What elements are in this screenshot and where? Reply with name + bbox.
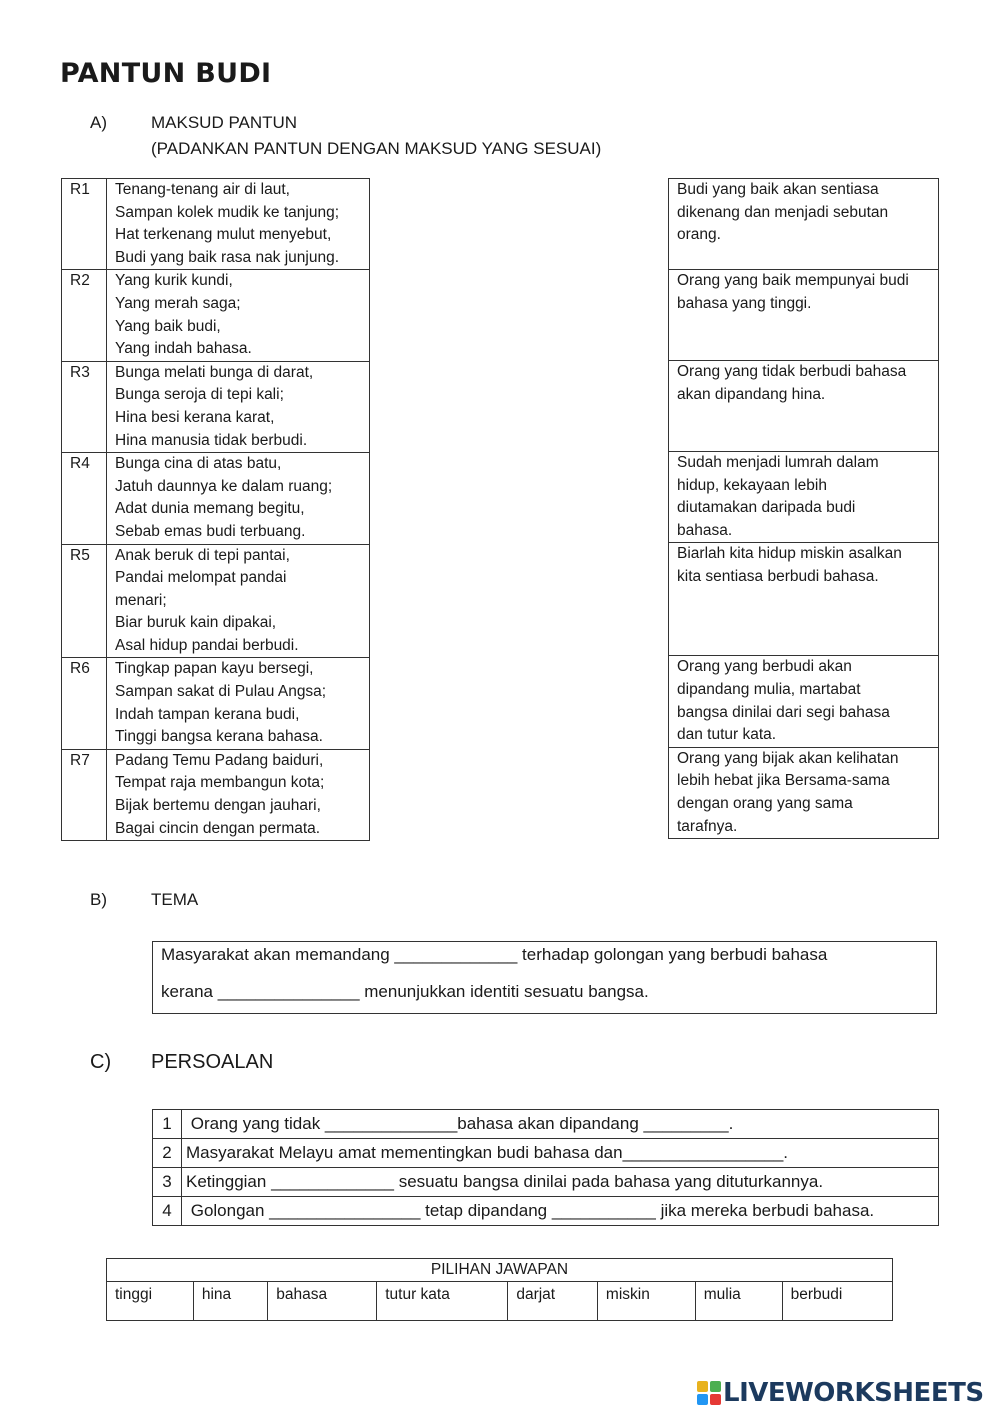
- maksud-row: [669, 656, 939, 747]
- persoalan-text[interactable]: Ketinggian _____________ sesuatu bangsa dinilai pada bahasa yang dituturkannya.: [182, 1168, 939, 1197]
- pantun-table: [61, 178, 370, 841]
- pilihan-option[interactable]: mulia: [695, 1282, 782, 1321]
- pantun-line: Adat dunia memang begitu,: [115, 500, 305, 518]
- maksud-line: dan tutur kata.: [677, 726, 777, 744]
- maksud-row: [669, 179, 939, 270]
- pantun-row: [62, 179, 370, 270]
- maksud-line: diutamakan daripada budi: [677, 499, 856, 517]
- pantun-line: menari;: [115, 591, 167, 609]
- pantun-line: Bunga cina di atas batu,: [115, 455, 282, 473]
- maksud-line: dikenang dan menjadi sebutan: [677, 203, 889, 221]
- pantun-line: Biar buruk kain dipakai,: [115, 614, 277, 632]
- section-c-letter: C): [90, 1051, 112, 1073]
- pantun-line: Budi yang baik rasa nak junjung.: [115, 248, 340, 266]
- maksud-cell[interactable]: [669, 270, 939, 361]
- persoalan-table: [152, 1109, 939, 1226]
- pilihan-jawapan-table: [106, 1258, 893, 1321]
- pantun-text: [107, 361, 370, 452]
- pantun-line: Yang indah bahasa.: [115, 340, 252, 358]
- pantun-row: [62, 658, 370, 749]
- tema-line-1: Masyarakat akan memandang _____________ terhadap golongan yang berbudi bahasa: [161, 945, 828, 964]
- pilihan-option[interactable]: berbudi: [782, 1282, 892, 1321]
- logo-icon: [697, 1381, 721, 1405]
- tema-line-2: kerana _______________ menunjukkan identiti sesuatu bangsa.: [161, 982, 649, 1001]
- maksud-line: Orang yang berbudi akan: [677, 658, 852, 676]
- maksud-row: [669, 747, 939, 838]
- persoalan-text[interactable]: Masyarakat Melayu amat mementingkan budi bahasa dan_________________.: [182, 1139, 939, 1168]
- pilihan-option[interactable]: bahasa: [268, 1282, 377, 1321]
- liveworksheets-logo: [697, 1378, 984, 1408]
- maksud-line: Biarlah kita hidup miskin asalkan: [677, 545, 902, 563]
- pantun-code: R6: [62, 658, 107, 749]
- pilihan-options-row: [107, 1282, 893, 1321]
- pilihan-option[interactable]: tutur kata: [377, 1282, 508, 1321]
- maksud-row: [669, 361, 939, 452]
- maksud-line: kita sentiasa berbudi bahasa.: [677, 567, 879, 585]
- pilihan-option[interactable]: hina: [193, 1282, 267, 1321]
- pantun-code: R5: [62, 544, 107, 658]
- pantun-line: Tempat raja membangun kota;: [115, 774, 325, 792]
- persoalan-number: 4: [153, 1197, 182, 1226]
- pantun-text: [107, 270, 370, 361]
- maksud-line: bahasa yang tinggi.: [677, 294, 812, 312]
- pantun-line: Sebab emas budi terbuang.: [115, 522, 306, 540]
- pantun-line: Bagai cincin dengan permata.: [115, 819, 321, 837]
- pantun-row: [62, 453, 370, 544]
- maksud-line: akan dipandang hina.: [677, 385, 826, 403]
- pantun-line: Tingkap papan kayu bersegi,: [115, 660, 314, 678]
- maksud-cell[interactable]: [669, 656, 939, 747]
- tema-box: [152, 941, 937, 1014]
- pantun-line: Yang baik budi,: [115, 317, 221, 335]
- persoalan-row: [153, 1197, 939, 1226]
- pantun-row: [62, 270, 370, 361]
- maksud-cell[interactable]: [669, 452, 939, 543]
- pantun-line: Tenang-tenang air di laut,: [115, 181, 290, 198]
- maksud-cell[interactable]: [669, 179, 939, 270]
- pantun-row: [62, 544, 370, 658]
- pantun-line: Pandai melompat pandai: [115, 569, 287, 587]
- maksud-line: Sudah menjadi lumrah dalam: [677, 454, 879, 471]
- maksud-line: orang.: [677, 226, 721, 244]
- maksud-line: lebih hebat jika Bersama-sama: [677, 772, 890, 790]
- pantun-code: R1: [62, 179, 107, 270]
- maksud-line: Orang yang tidak berbudi bahasa: [677, 363, 907, 380]
- section-b-title: TEMA: [151, 890, 199, 909]
- pantun-line: Anak beruk di tepi pantai,: [115, 546, 290, 564]
- persoalan-text[interactable]: Golongan ________________ tetap dipandang ___________ jika mereka berbudi bahasa.: [182, 1197, 939, 1226]
- maksud-line: tarafnya.: [677, 817, 738, 835]
- pantun-text: [107, 179, 370, 270]
- persoalan-row: [153, 1110, 939, 1139]
- section-a-letter: A): [90, 113, 107, 132]
- pantun-text: [107, 544, 370, 658]
- pantun-line: Sampan kolek mudik ke tanjung;: [115, 203, 340, 221]
- section-b-letter: B): [90, 890, 107, 909]
- pantun-line: Hina besi kerana karat,: [115, 408, 275, 426]
- maksud-row: [669, 543, 939, 656]
- logo-text: LIVEWORKSHEETS: [723, 1378, 984, 1408]
- persoalan-row: [153, 1139, 939, 1168]
- persoalan-row: [153, 1168, 939, 1197]
- maksud-row: [669, 452, 939, 543]
- pantun-line: Yang merah saga;: [115, 294, 241, 312]
- pantun-line: Yang kurik kundi,: [115, 272, 233, 290]
- pantun-code: R3: [62, 361, 107, 452]
- pantun-text: [107, 658, 370, 749]
- maksud-line: Orang yang bijak akan kelihatan: [677, 749, 899, 767]
- maksud-line: hidup, kekayaan lebih: [677, 476, 827, 494]
- pantun-text: [107, 749, 370, 840]
- maksud-line: Budi yang baik akan sentiasa: [677, 181, 879, 198]
- pantun-line: Tinggi bangsa kerana bahasa.: [115, 728, 323, 746]
- pantun-code: R4: [62, 453, 107, 544]
- maksud-table: [668, 178, 939, 839]
- pantun-line: Hina manusia tidak berbudi.: [115, 431, 308, 449]
- maksud-cell[interactable]: [669, 543, 939, 656]
- pantun-text: [107, 453, 370, 544]
- section-a-subtitle: (PADANKAN PANTUN DENGAN MAKSUD YANG SESUAI): [151, 139, 602, 158]
- maksud-cell[interactable]: [669, 747, 939, 838]
- pantun-row: [62, 749, 370, 840]
- persoalan-number: 1: [153, 1110, 182, 1139]
- maksud-line: Orang yang baik mempunyai budi: [677, 272, 909, 289]
- pantun-line: Asal hidup pandai berbudi.: [115, 636, 299, 654]
- maksud-row: [669, 270, 939, 361]
- maksud-line: bahasa.: [677, 521, 733, 539]
- pantun-line: Padang Temu Padang baiduri,: [115, 751, 324, 769]
- pilihan-header: PILIHAN JAWAPAN: [107, 1259, 893, 1282]
- pilihan-option[interactable]: darjat: [508, 1282, 598, 1321]
- pantun-line: Indah tampan kerana budi,: [115, 705, 300, 723]
- section-a-title: MAKSUD PANTUN: [151, 113, 298, 132]
- maksud-line: dengan orang yang sama: [677, 794, 853, 812]
- persoalan-text[interactable]: Orang yang tidak ______________bahasa akan dipandang _________.: [182, 1110, 939, 1139]
- maksud-cell[interactable]: [669, 361, 939, 452]
- pantun-line: Bunga seroja di tepi kali;: [115, 386, 284, 404]
- pantun-line: Bunga melati bunga di darat,: [115, 363, 314, 381]
- maksud-line: bangsa dinilai dari segi bahasa: [677, 703, 890, 721]
- section-c-title: PERSOALAN: [151, 1051, 274, 1073]
- pilihan-option[interactable]: tinggi: [107, 1282, 194, 1321]
- pantun-code: R7: [62, 749, 107, 840]
- pantun-line: Jatuh daunnya ke dalam ruang;: [115, 477, 333, 495]
- pantun-line: Hat terkenang mulut menyebut,: [115, 226, 332, 244]
- persoalan-number: 2: [153, 1139, 182, 1168]
- maksud-line: dipandang mulia, martabat: [677, 680, 861, 698]
- page-title: PANTUN BUDI: [60, 58, 272, 89]
- pantun-line: Sampan sakat di Pulau Angsa;: [115, 683, 327, 701]
- pilihan-option[interactable]: miskin: [597, 1282, 695, 1321]
- pantun-code: R2: [62, 270, 107, 361]
- pantun-line: Bijak bertemu dengan jauhari,: [115, 797, 321, 815]
- pantun-row: [62, 361, 370, 452]
- persoalan-number: 3: [153, 1168, 182, 1197]
